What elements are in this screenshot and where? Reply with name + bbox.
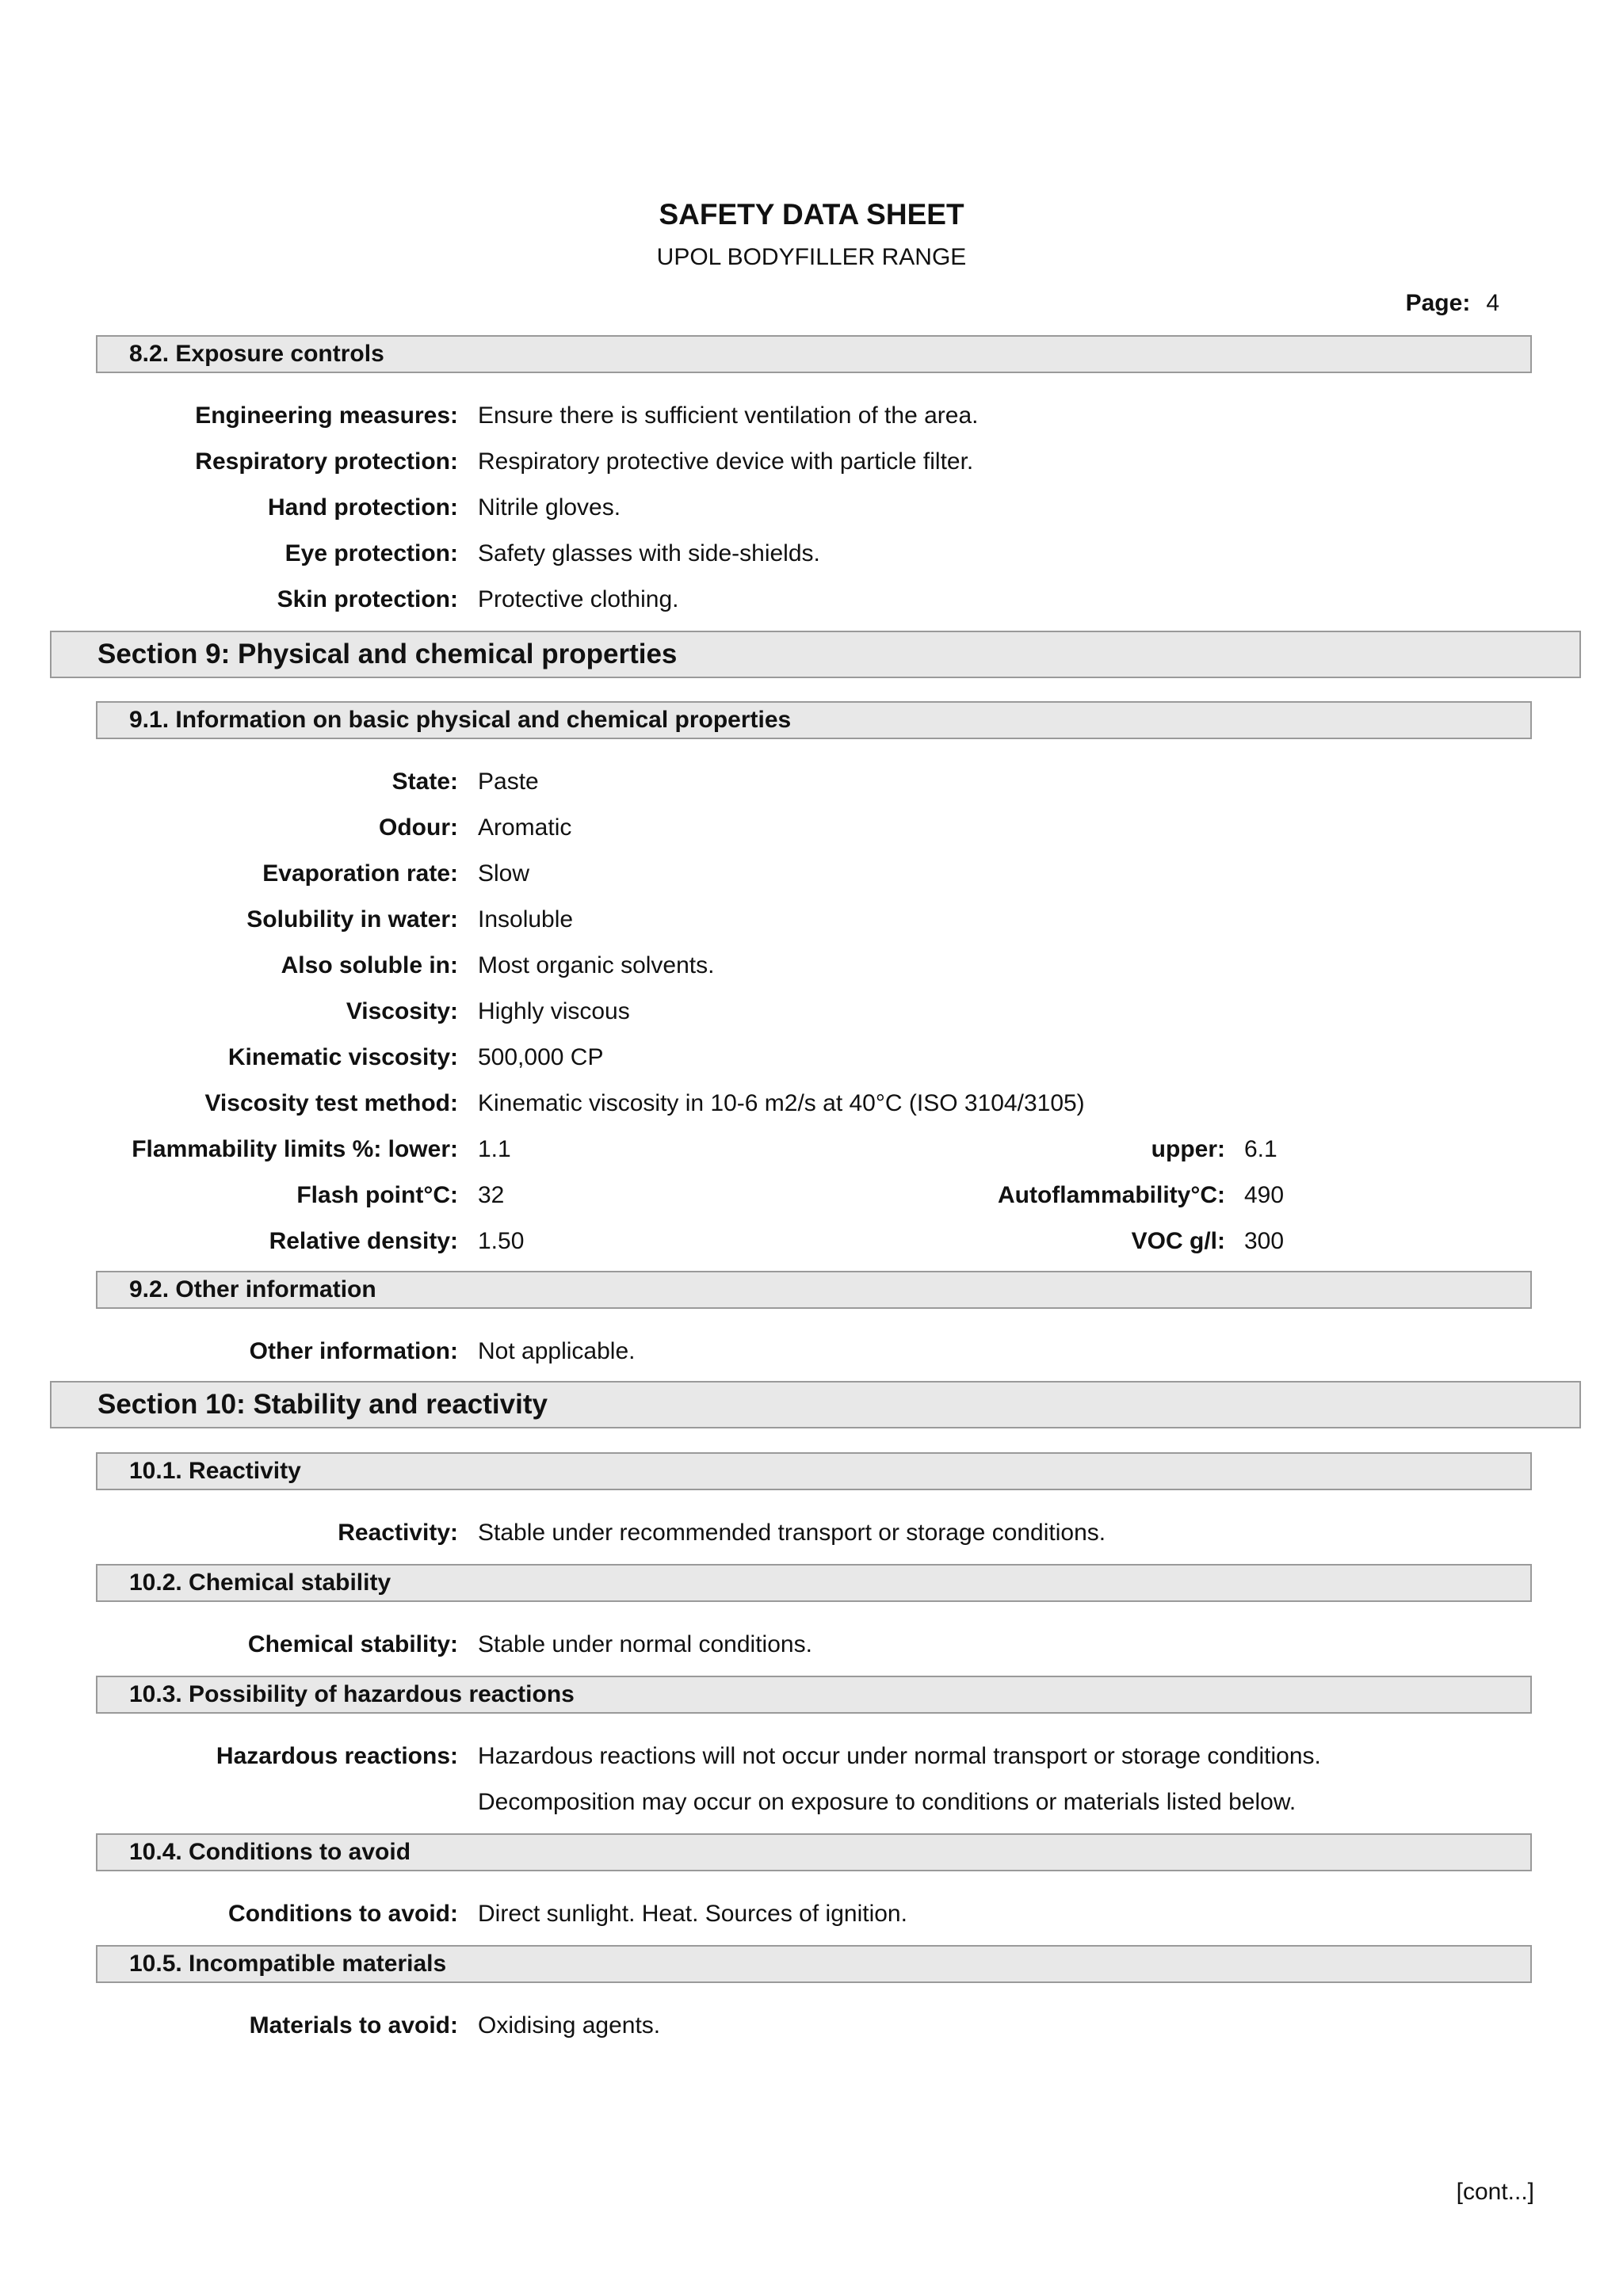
field-value: Ensure there is sufficient ventilation of the area. xyxy=(478,402,979,429)
field-label: Relative density: xyxy=(269,1228,458,1254)
section-title: Section 10: Stability and reactivity xyxy=(97,1389,548,1420)
field-label: Eye protection: xyxy=(285,540,458,566)
subsection-header-10-4 xyxy=(96,1833,1532,1871)
field-label: Solubility in water: xyxy=(246,906,458,933)
field-label: Autoflammability°C: xyxy=(997,1182,1225,1208)
field-value: Safety glasses with side-shields. xyxy=(478,540,820,566)
field-label: Other information: xyxy=(249,1338,458,1364)
field-value: Stable under recommended transport or storage conditions. xyxy=(478,1520,1106,1546)
subsection-header-10-3 xyxy=(96,1676,1532,1714)
page-indicator xyxy=(1406,290,1499,317)
field-label: Hazardous reactions: xyxy=(216,1743,458,1769)
subsection-header-exposure-controls xyxy=(96,335,1532,373)
field-value: Hazardous reactions will not occur under normal transport or storage conditions. xyxy=(478,1743,1321,1769)
field-value: 32 xyxy=(478,1182,505,1208)
field-label: Flammability limits %: lower: xyxy=(132,1136,458,1162)
field-label: Hand protection: xyxy=(268,494,458,521)
field-label: Viscosity: xyxy=(346,998,458,1024)
field-label: Materials to avoid: xyxy=(249,2012,458,2039)
field-value: 500,000 CP xyxy=(478,1044,604,1070)
field-label: State: xyxy=(391,769,458,795)
field-label: Conditions to avoid: xyxy=(228,1901,458,1927)
subsection-title: 9.1. Information on basic physical and chemical properties xyxy=(129,707,792,733)
field-label: upper: xyxy=(1151,1136,1225,1162)
field-value: Slow xyxy=(478,860,530,887)
field-label: Kinematic viscosity: xyxy=(227,1044,458,1070)
subsection-title: 10.3. Possibility of hazardous reactions xyxy=(129,1681,575,1707)
field-label: Respiratory protection: xyxy=(195,448,458,475)
field-value: Oxidising agents. xyxy=(478,2012,661,2039)
section-header-10 xyxy=(50,1381,1581,1428)
field-value: Respiratory protective device with particle filter. xyxy=(478,448,974,475)
field-label: Evaporation rate: xyxy=(262,860,458,887)
field-label: Flash point°C: xyxy=(296,1182,458,1208)
field-label: Skin protection: xyxy=(277,586,458,612)
field-value: Decomposition may occur on exposure to conditions or materials listed below. xyxy=(478,1789,1296,1815)
subsection-title: 10.2. Chemical stability xyxy=(129,1569,391,1596)
subsection-header-9-2 xyxy=(96,1271,1532,1309)
subsection-header-10-1 xyxy=(96,1452,1532,1490)
continued-indicator: [cont...] xyxy=(1456,2179,1534,2205)
field-label: Reactivity: xyxy=(338,1520,458,1546)
field-label: Also soluble in: xyxy=(281,952,458,978)
subsection-title: 8.2. Exposure controls xyxy=(129,341,384,367)
field-value: Direct sunlight. Heat. Sources of ignition. xyxy=(478,1901,907,1927)
field-value: Highly viscous xyxy=(478,998,630,1024)
subsection-header-9-1 xyxy=(96,701,1532,739)
field-value: Insoluble xyxy=(478,906,574,933)
field-value: Protective clothing. xyxy=(478,586,679,612)
product-name: UPOL BODYFILLER RANGE xyxy=(656,244,967,270)
field-label: Chemical stability: xyxy=(247,1631,458,1657)
field-value: 6.1 xyxy=(1244,1136,1277,1162)
field-value: Stable under normal conditions. xyxy=(478,1631,812,1657)
field-label: Odour: xyxy=(379,814,458,841)
subsection-header-10-5 xyxy=(96,1945,1532,1983)
section-title: Section 9: Physical and chemical properties xyxy=(97,639,678,669)
field-label: Engineering measures: xyxy=(195,402,458,429)
section-header-9 xyxy=(50,631,1581,678)
subsection-title: 10.1. Reactivity xyxy=(129,1458,301,1484)
field-value: Not applicable. xyxy=(478,1338,636,1364)
field-value: Aromatic xyxy=(478,814,572,841)
field-value: Kinematic viscosity in 10-6 m2/s at 40°C (ISO 3104/3105) xyxy=(478,1090,1085,1116)
field-value: Nitrile gloves. xyxy=(478,494,621,521)
subsection-header-10-2 xyxy=(96,1564,1532,1602)
field-value: Most organic solvents. xyxy=(478,952,715,978)
subsection-title: 9.2. Other information xyxy=(129,1276,376,1302)
subsection-title: 10.5. Incompatible materials xyxy=(129,1951,447,1977)
page-label: Page: xyxy=(1405,290,1471,316)
field-label: Viscosity test method: xyxy=(204,1090,458,1116)
field-value: Paste xyxy=(478,769,539,795)
field-value: 490 xyxy=(1244,1182,1285,1208)
field-label: VOC g/l: xyxy=(1131,1228,1225,1254)
subsection-title: 10.4. Conditions to avoid xyxy=(129,1839,411,1865)
document-title: SAFETY DATA SHEET xyxy=(659,198,964,231)
field-value: 1.50 xyxy=(478,1228,525,1254)
field-value: 1.1 xyxy=(478,1136,511,1162)
page-number: 4 xyxy=(1486,290,1499,316)
field-value: 300 xyxy=(1244,1228,1285,1254)
